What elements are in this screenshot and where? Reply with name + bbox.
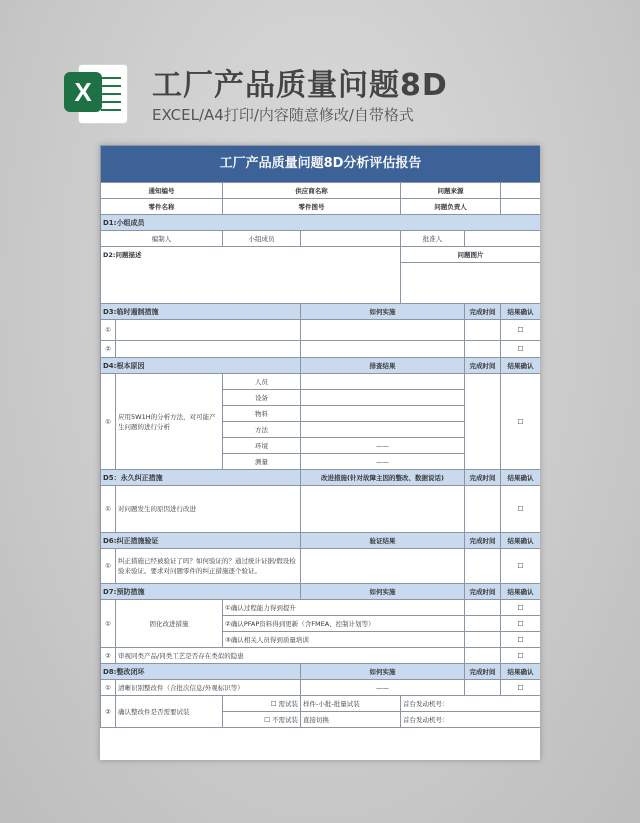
d3-row-checkbox[interactable]: ☐ bbox=[501, 341, 541, 358]
d7-sub-checkbox[interactable]: ☐ bbox=[501, 600, 541, 616]
d8-heading: D8:整改闭环 bbox=[101, 664, 301, 680]
d7-review-checkbox[interactable]: ☐ bbox=[501, 648, 541, 664]
d3-col-done: 完成时间 bbox=[465, 304, 501, 320]
d7-num: ① bbox=[101, 600, 116, 648]
d3-row-done[interactable] bbox=[465, 341, 501, 358]
d8-row1-done[interactable] bbox=[465, 680, 501, 696]
d4-factor-result[interactable] bbox=[301, 374, 465, 390]
issue-owner-label: 问题负责人 bbox=[401, 199, 501, 215]
d4-col-result: 排查结果 bbox=[301, 358, 465, 374]
d7-col-how: 如何实施 bbox=[301, 584, 465, 600]
d8-first-engine-2: 首台发动机号： bbox=[401, 712, 541, 728]
d4-factor: 环境 bbox=[223, 438, 301, 454]
d7-num: ② bbox=[101, 648, 116, 664]
d8-row2: 确认整改件是否需要试装 bbox=[116, 696, 223, 728]
d4-heading: D4:根本原因 bbox=[101, 358, 301, 374]
d3-row-checkbox[interactable]: ☐ bbox=[501, 320, 541, 341]
d2-heading: D2:问题描述 bbox=[101, 247, 401, 263]
d6-heading: D6:纠正措施验证 bbox=[101, 533, 301, 549]
d5-col-confirm: 结果确认 bbox=[501, 470, 541, 486]
d8-col-confirm: 结果确认 bbox=[501, 664, 541, 680]
approver-field[interactable] bbox=[465, 231, 541, 247]
d8-num: ① bbox=[101, 680, 116, 696]
d7-review-done[interactable] bbox=[465, 648, 501, 664]
d8-no-trial-checkbox[interactable]: ☐ bbox=[264, 715, 270, 724]
d8-sample: 样件-小批-批量试装 bbox=[301, 696, 401, 712]
d3-row-num: ① bbox=[101, 320, 116, 341]
d3-row-desc[interactable] bbox=[116, 341, 301, 358]
d4-factor: 人员 bbox=[223, 374, 301, 390]
report-form bbox=[100, 145, 540, 728]
d7-sub: ③确认相关人员得到质量培训 bbox=[223, 632, 465, 648]
d4-factor-result[interactable]: —— bbox=[301, 438, 465, 454]
d4-factor-result[interactable] bbox=[301, 390, 465, 406]
d4-done[interactable] bbox=[465, 374, 501, 470]
d7-sub: ②确认PFAP资料得到更新（含FMEA、控制计划等） bbox=[223, 616, 465, 632]
d7-sub: ①确认过程能力得到提升 bbox=[223, 600, 465, 616]
issue-source-label: 问题来源 bbox=[401, 183, 501, 199]
d5-num: ① bbox=[101, 486, 116, 533]
d6-col-done: 完成时间 bbox=[465, 533, 501, 549]
page-title: 工厂产品质量问题8D bbox=[152, 68, 448, 103]
d8-col-done: 完成时间 bbox=[465, 664, 501, 680]
d4-col-done: 完成时间 bbox=[465, 358, 501, 374]
d5-desc: 对问题发生的原因进行改进 bbox=[116, 486, 301, 533]
d5-measure-field[interactable] bbox=[301, 486, 465, 533]
page-subtitle: EXCEL/A4打印/内容随意修改/自带格式 bbox=[152, 106, 414, 124]
d8-need-trial-label: 需试装 bbox=[278, 699, 298, 708]
d4-factor: 方法 bbox=[223, 422, 301, 438]
d7-col-done: 完成时间 bbox=[465, 584, 501, 600]
d6-done[interactable] bbox=[465, 549, 501, 584]
d6-col-verify: 验证结果 bbox=[301, 533, 465, 549]
d7-sub-done[interactable] bbox=[465, 616, 501, 632]
d6-num: ① bbox=[101, 549, 116, 584]
d8-row1-how[interactable]: —— bbox=[301, 680, 465, 696]
d4-desc: 应用5W1H的分析方法，对可能产生问题的进行分析 bbox=[116, 374, 223, 470]
supplier-name-label: 供应商名称 bbox=[223, 183, 401, 199]
d5-checkbox[interactable]: ☐ bbox=[501, 486, 541, 533]
d4-factor-result[interactable] bbox=[301, 422, 465, 438]
d8-col-how: 如何实施 bbox=[301, 664, 465, 680]
d6-desc: 纠正措施已经被验证了吗？如何验证的？通过统计证据/假设检验来验证。要求对问题零件的纠正措施逐个验证。 bbox=[116, 549, 301, 584]
d4-checkbox[interactable]: ☐ bbox=[501, 374, 541, 470]
excel-badge: X bbox=[64, 72, 102, 112]
form-title: 工厂产品质量问题8D分析评估报告 bbox=[101, 146, 541, 183]
d5-col-done: 完成时间 bbox=[465, 470, 501, 486]
d3-row-done[interactable] bbox=[465, 320, 501, 341]
d4-factor: 测量 bbox=[223, 454, 301, 470]
d3-heading: D3:临时遏制措施 bbox=[101, 304, 301, 320]
issue-image-field[interactable] bbox=[401, 263, 541, 304]
report-sheet bbox=[100, 145, 540, 760]
d8-no-trial-label: 不需试装 bbox=[272, 715, 298, 724]
d7-sub-done[interactable] bbox=[465, 600, 501, 616]
compiler-label: 编制人 bbox=[101, 231, 223, 247]
d8-need-trial-checkbox[interactable]: ☐ bbox=[270, 699, 277, 708]
d6-checkbox[interactable]: ☐ bbox=[501, 549, 541, 584]
d8-row1: 清晰识别整改件（合批次信息/外观标识等） bbox=[116, 680, 301, 696]
d3-row-how[interactable] bbox=[301, 341, 465, 358]
notice-no-label: 通知编号 bbox=[101, 183, 223, 199]
d5-done[interactable] bbox=[465, 486, 501, 533]
d7-heading: D7:预防措施 bbox=[101, 584, 301, 600]
d4-num: ① bbox=[101, 374, 116, 470]
d8-row1-checkbox[interactable]: ☐ bbox=[501, 680, 541, 696]
team-member-field[interactable] bbox=[301, 231, 401, 247]
excel-icon bbox=[64, 62, 128, 126]
d3-col-how: 如何实施 bbox=[301, 304, 465, 320]
d4-factor: 物料 bbox=[223, 406, 301, 422]
approver-label: 批准人 bbox=[401, 231, 465, 247]
d8-direct-switch: 直接切换 bbox=[301, 712, 401, 728]
d1-heading: D1:小组成员 bbox=[101, 215, 541, 231]
d7-sub-checkbox[interactable]: ☐ bbox=[501, 632, 541, 648]
d3-row-how[interactable] bbox=[301, 320, 465, 341]
d6-verify-field[interactable] bbox=[301, 549, 465, 584]
d4-factor: 设备 bbox=[223, 390, 301, 406]
page-header bbox=[0, 0, 640, 140]
issue-description-field[interactable] bbox=[101, 263, 401, 304]
d8-no-trial[interactable] bbox=[223, 712, 301, 728]
d3-col-confirm: 结果确认 bbox=[501, 304, 541, 320]
d5-heading: D5：永久纠正措施 bbox=[101, 470, 301, 486]
d7-sub-done[interactable] bbox=[465, 632, 501, 648]
d8-num: ② bbox=[101, 696, 116, 728]
d3-row-num: ② bbox=[101, 341, 116, 358]
issue-owner-field[interactable] bbox=[501, 199, 541, 215]
d8-need-trial[interactable] bbox=[223, 696, 301, 712]
d4-factor-result[interactable]: —— bbox=[301, 454, 465, 470]
d4-col-confirm: 结果确认 bbox=[501, 358, 541, 374]
part-name-label: 零件名称 bbox=[101, 199, 223, 215]
d7-group: 固化改进措施 bbox=[116, 600, 223, 648]
d7-review: 审视同类产品/同类工艺是否存在类似的隐患 bbox=[116, 648, 465, 664]
issue-source-field[interactable] bbox=[501, 183, 541, 199]
d7-sub-checkbox[interactable]: ☐ bbox=[501, 616, 541, 632]
d6-col-confirm: 结果确认 bbox=[501, 533, 541, 549]
issue-image-label: 问题图片 bbox=[401, 247, 541, 263]
d8-first-engine-1: 首台发动机号： bbox=[401, 696, 541, 712]
d3-row-desc[interactable] bbox=[116, 320, 301, 341]
part-drawing-no-label: 零件图号 bbox=[223, 199, 401, 215]
team-member-label: 小组成员 bbox=[223, 231, 301, 247]
d7-col-confirm: 结果确认 bbox=[501, 584, 541, 600]
d4-factor-result[interactable] bbox=[301, 406, 465, 422]
d5-col-measure: 改进措施(针对故障主因的整改、数据说话) bbox=[301, 470, 465, 486]
